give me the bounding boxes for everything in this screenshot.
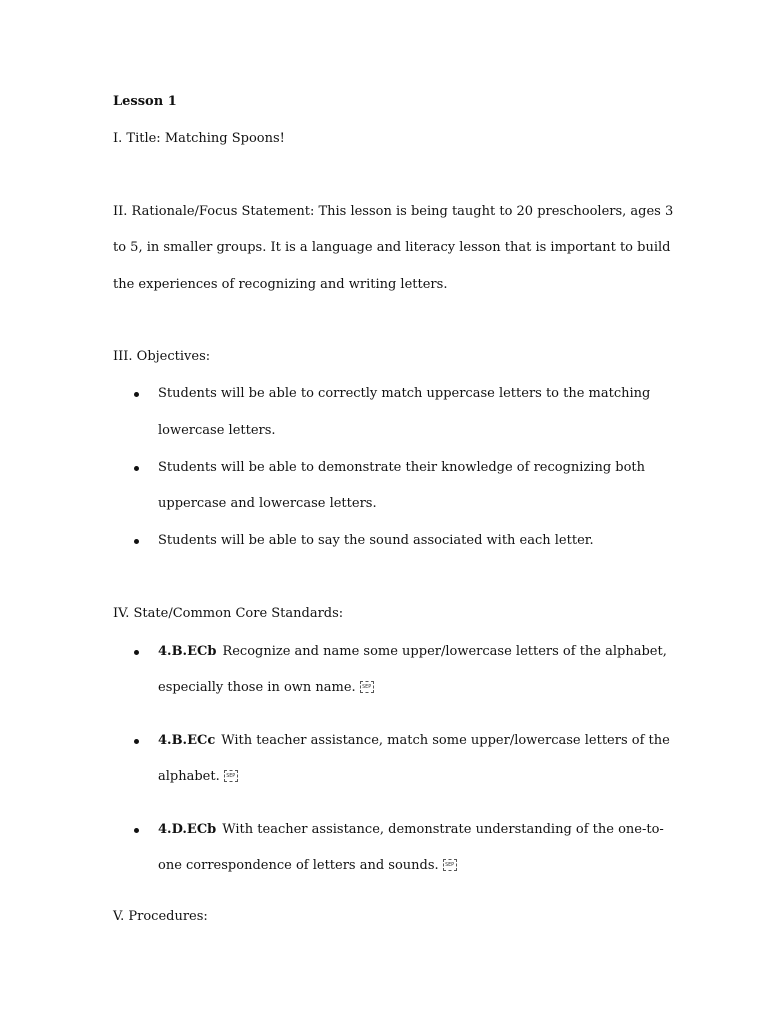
standard-1-line-2	[158, 679, 374, 697]
bullet-icon	[134, 539, 139, 544]
standard-code: 4.D.ECb	[158, 822, 217, 837]
standard-text: one correspondence of letters and sounds.	[158, 858, 439, 873]
rationale-line-1: II. Rationale/Focus Statement: This lesson is being taught to 20 preschoolers, ages 3	[113, 204, 674, 219]
standard-1-line-1	[158, 643, 667, 661]
standard-3-line-1	[158, 821, 664, 839]
objectives-heading: III. Objectives:	[113, 349, 211, 364]
bullet-icon	[134, 466, 139, 471]
lesson-heading: Lesson 1	[113, 94, 177, 109]
bullet-icon	[134, 650, 139, 655]
standard-text: With teacher assistance, match some upper/lowercase letters of the	[221, 733, 670, 748]
title-line: I. Title: Matching Spoons!	[113, 131, 285, 146]
standard-text: With teacher assistance, demonstrate understanding of the one-to-	[222, 822, 664, 837]
standard-text: Recognize and name some upper/lowercase letters of the alphabet,	[222, 644, 667, 659]
objective-1-line-2: lowercase letters.	[158, 423, 276, 438]
standard-code: 4.B.ECc	[158, 733, 216, 748]
standard-text: alphabet.	[158, 769, 220, 784]
objective-2-line-2: uppercase and lowercase letters.	[158, 496, 377, 511]
objective-2-line-1: Students will be able to demonstrate their knowledge of recognizing both	[158, 460, 646, 475]
standard-2-line-2	[158, 768, 238, 786]
standard-2-line-1	[158, 732, 670, 750]
bullet-icon	[134, 828, 139, 833]
bullet-icon	[134, 739, 139, 744]
sep-glyph-icon: SEP	[443, 859, 457, 871]
rationale-line-3: the experiences of recognizing and writing letters.	[113, 277, 448, 292]
standard-3-line-2	[158, 857, 457, 875]
procedures-heading: V. Procedures:	[113, 909, 208, 924]
bullet-icon	[134, 392, 139, 397]
objective-3-line-1: Students will be able to say the sound associated with each letter.	[158, 533, 594, 548]
standards-heading: IV. State/Common Core Standards:	[113, 606, 344, 621]
rationale-line-2: to 5, in smaller groups. It is a language and literacy lesson that is important to build	[113, 240, 671, 255]
sep-glyph-icon: SEP	[360, 681, 374, 693]
sep-glyph-icon: SEP	[224, 770, 238, 782]
standard-code: 4.B.ECb	[158, 644, 217, 659]
standard-text: especially those in own name.	[158, 680, 356, 695]
objective-1-line-1: Students will be able to correctly match uppercase letters to the matching	[158, 386, 651, 401]
